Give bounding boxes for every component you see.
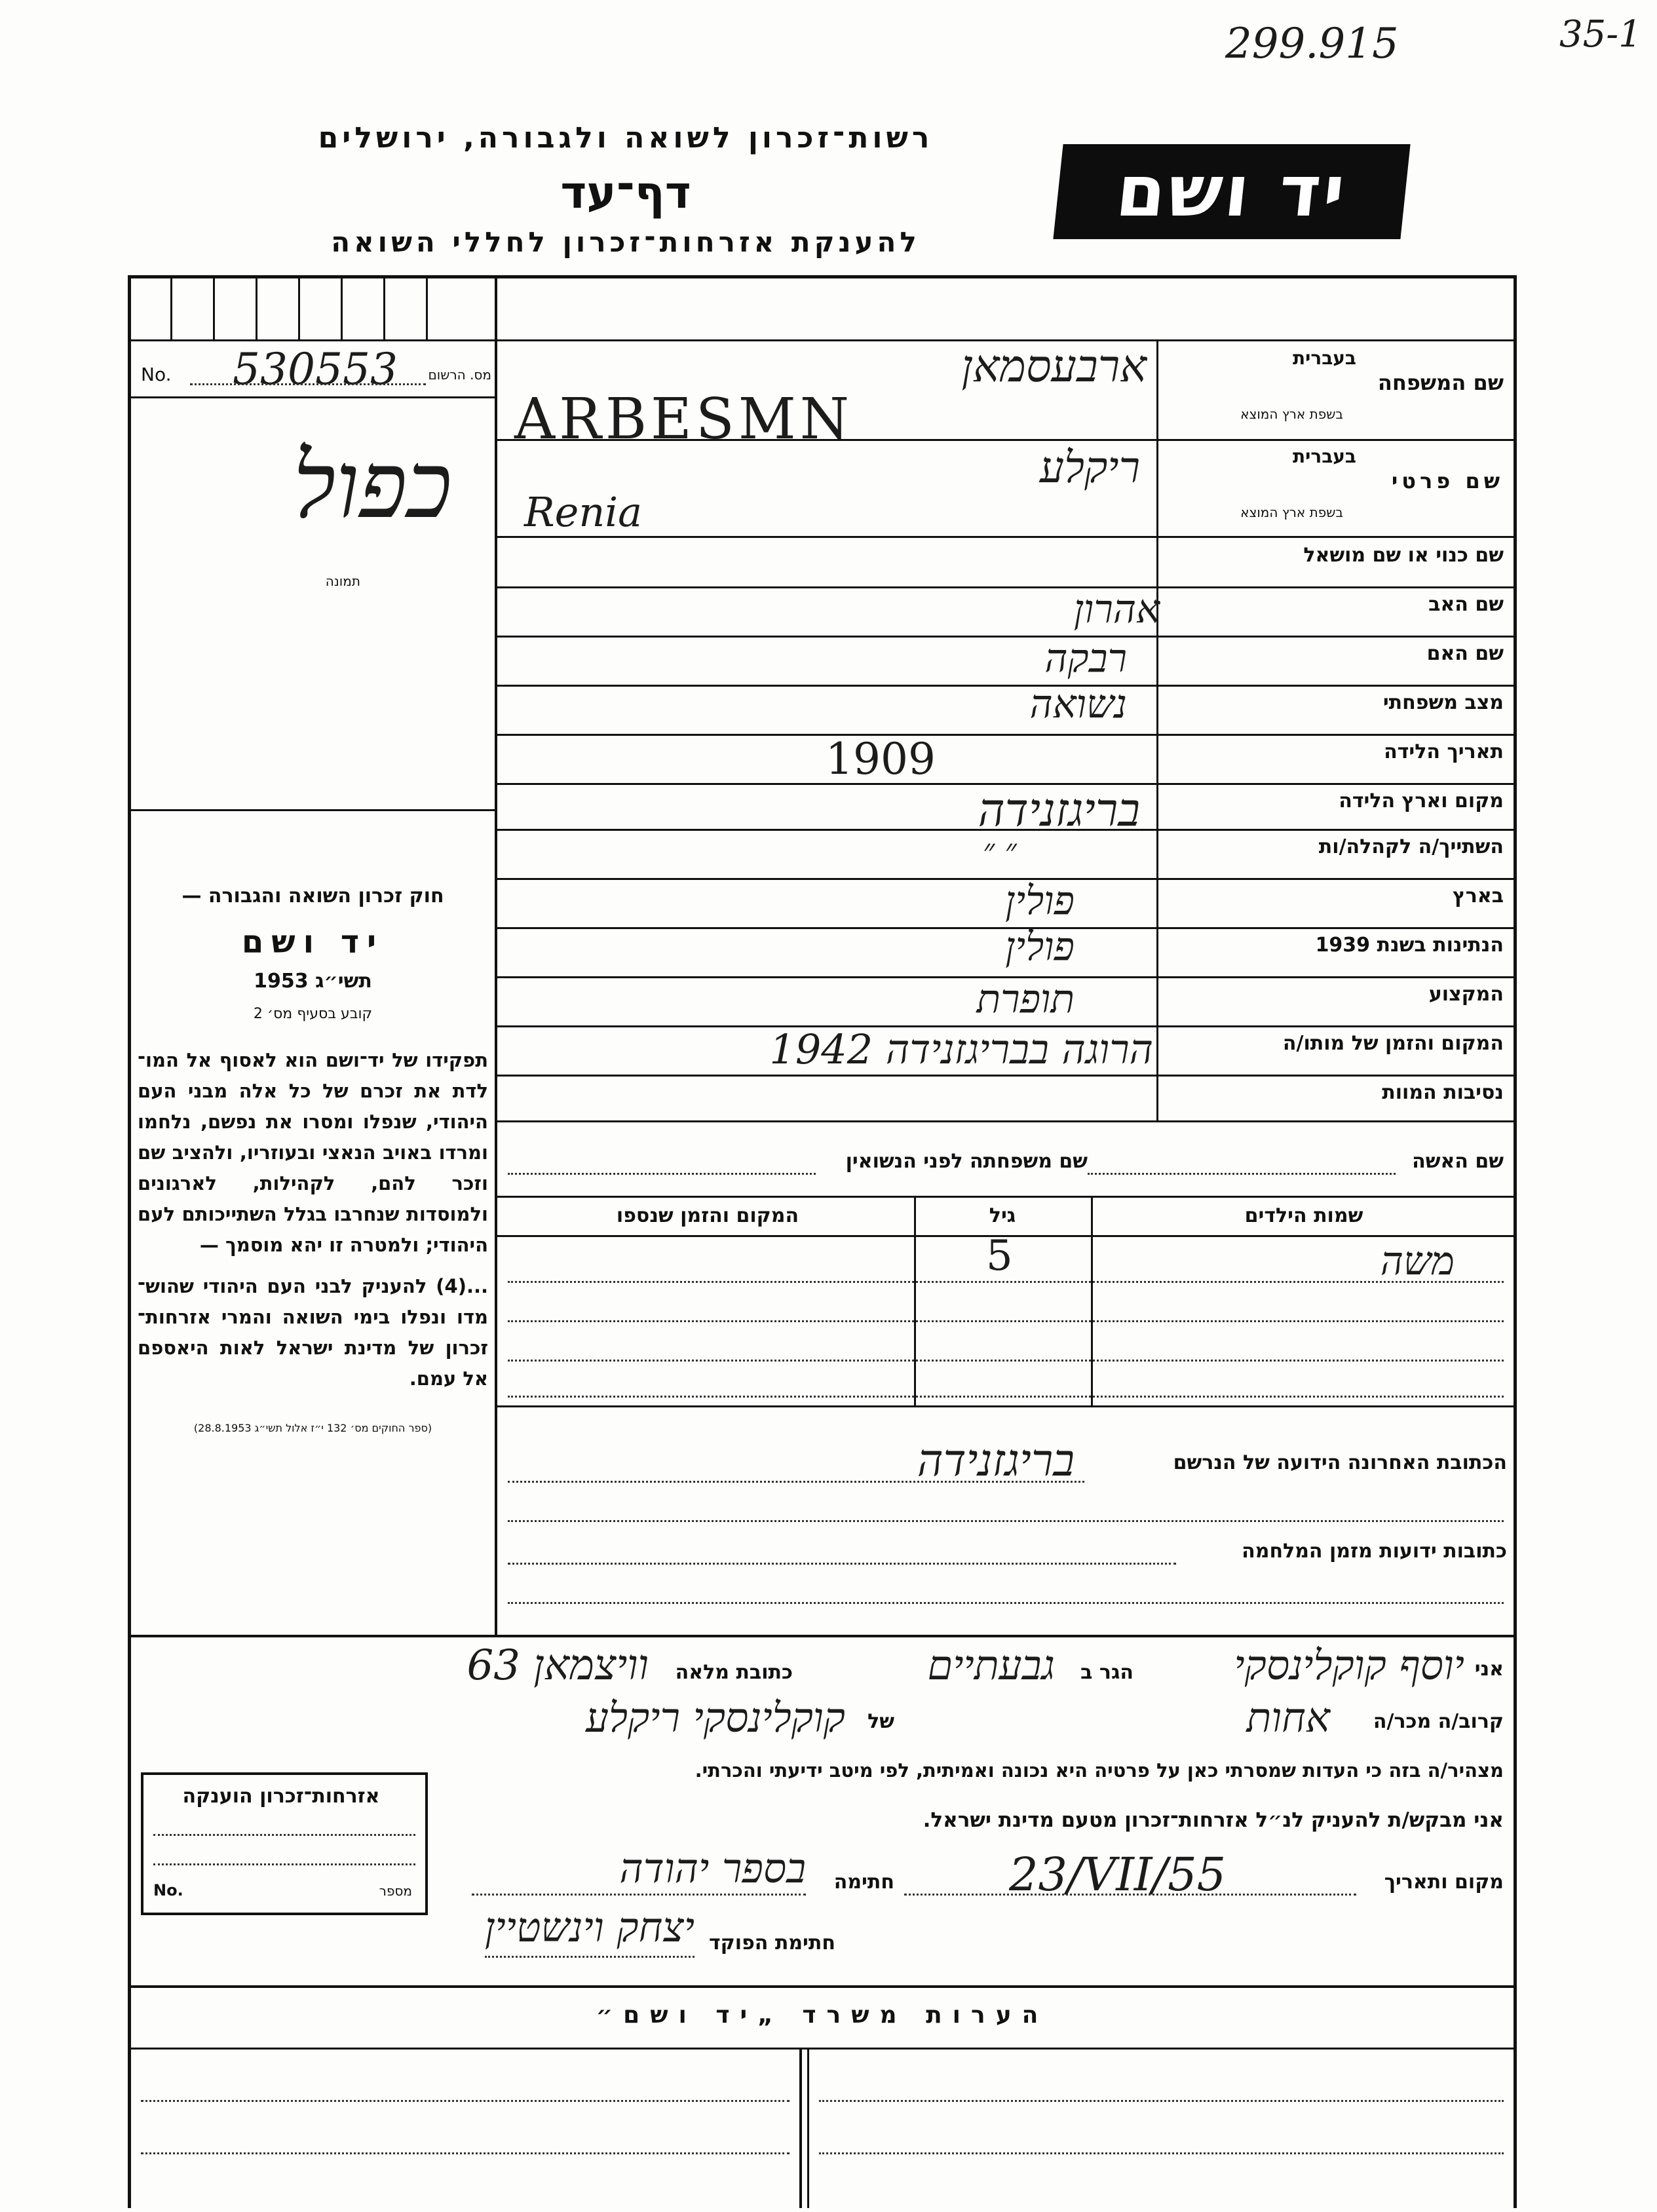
- children-place-header: המקום והזמן שנספו: [616, 1204, 799, 1227]
- nickname-label: שם כנוי או שם מושאל: [1303, 544, 1504, 567]
- country-value: פולין: [1005, 878, 1075, 924]
- marital-label: מצב משפחתי: [1382, 691, 1504, 714]
- relation-value: אחות: [1246, 1694, 1330, 1742]
- signature-label: חתימה: [833, 1871, 894, 1894]
- full-address-value: וויצמאן 63: [467, 1641, 649, 1690]
- frame-left: [128, 275, 131, 2208]
- surname-hebrew-value: ארבעסמאן: [961, 341, 1147, 392]
- firstname-hebrew-value: ריקלע: [1039, 442, 1140, 493]
- citizenship-granted-box: [141, 1772, 428, 1915]
- citizenship-1939-value: פולין: [1005, 924, 1075, 970]
- surname-hebrew-label: בעברית: [1292, 347, 1356, 369]
- death-place-label: המקום והזמן של מותו/ה: [1282, 1032, 1504, 1055]
- death-place-value: הרוגה בבריגזנידה 1942: [769, 1025, 1153, 1073]
- profession-label: המקצוע: [1428, 983, 1504, 1006]
- citizenship-1939-label: הנתינות בשנת 1939: [1315, 934, 1504, 957]
- firstname-local-label: בשפת ארץ המוצא: [1240, 505, 1343, 520]
- last-address-label: הכתובת האחרונה הידועה של הנרשם: [1173, 1451, 1507, 1474]
- last-address-value: בריגזנידה: [917, 1435, 1075, 1487]
- birthplace-label: מקום וארץ הלידה: [1339, 790, 1504, 812]
- birthdate-label: תאריך הלידה: [1384, 740, 1504, 763]
- surname-local-value: ARBESMN: [514, 387, 854, 452]
- mother-label: שם האם: [1426, 642, 1504, 665]
- citizenship-box-number-label: מספר: [379, 1883, 412, 1899]
- logo-text: יד ושם: [1112, 151, 1352, 233]
- form-subtitle: להענקת אזרחות־זכרון לחללי השואה: [331, 226, 921, 258]
- officer-signature-value: יצחק וינשטיין: [484, 1903, 695, 1951]
- declaration-statement: מצהיר/ה בזה כי העדות שמסרתי כאן על פרטיה היא נכונה ואמיתית, לפי מיטב ידיעתי והכרתי.: [695, 1759, 1504, 1782]
- marital-value: נשואה: [1029, 681, 1127, 727]
- left-column-divider: [495, 278, 497, 1635]
- label-column-divider: [1156, 339, 1158, 1122]
- registration-label: מס. הרשום: [428, 367, 491, 383]
- war-address-label: כתובות ידועות מזמן המלחמה: [1242, 1540, 1507, 1563]
- page-mark-handwritten: 35-1: [1559, 13, 1642, 56]
- relation-of-value: קוקלינסקי ריקלע: [585, 1694, 845, 1742]
- place-date-value: 23/VII/55: [1009, 1848, 1227, 1901]
- children-names-header: שמות הילדים: [1244, 1204, 1363, 1227]
- law-citation: (ספר החוקים מס׳ 132 י״ז אלול תשי״ג 28.8.1953): [193, 1422, 432, 1434]
- child-name: משה: [1380, 1238, 1455, 1284]
- birthplace-value: בריגזנידה: [978, 783, 1140, 837]
- photo-placeholder-handwritten: כפול: [292, 432, 452, 539]
- file-number-handwritten: 299.915: [1225, 20, 1399, 68]
- law-name: יד ושם: [241, 924, 385, 961]
- place-date-label: מקום ותאריך: [1384, 1871, 1504, 1894]
- code-boxes: [131, 278, 498, 341]
- firstname-hebrew-label: בעברית: [1292, 446, 1356, 467]
- officer-signature-label: חתימת הפוקד: [709, 1932, 835, 1955]
- frame-right: [1514, 275, 1517, 2208]
- citizenship-box-no-label: No.: [153, 1881, 183, 1899]
- full-address-label: כתובת מלאה: [675, 1661, 793, 1684]
- community-value: ״ ״: [983, 832, 1017, 869]
- father-label: שם האב: [1428, 593, 1504, 616]
- mother-value: רבקה: [1044, 636, 1127, 681]
- father-value: אהרון: [1073, 586, 1160, 632]
- child-age: 5: [986, 1232, 1013, 1280]
- photo-label: תמונה: [325, 573, 360, 589]
- law-clause: קובע בסעיף מס׳ 2: [253, 1006, 373, 1022]
- profession-value: תופרת: [976, 976, 1075, 1022]
- authority-name: רשות־זכרון לשואה ולגבורה, ירושלים: [318, 121, 934, 155]
- law-paragraph-2: ...(4) להעניק לבני העם היהודי שהוש־ מדו ונפלו בימי השואה והמרי אזרחות־ זכרון של מדינת ישראל לאות היאספם אל עמם.: [138, 1275, 488, 1390]
- country-label: בארץ: [1452, 885, 1504, 907]
- declaration-request: אני מבקש/ת להעניק לנ״ל אזרחות־זכרון מטעם מדינת ישראל.: [923, 1808, 1504, 1832]
- declarant-i-label: אני: [1474, 1658, 1504, 1681]
- law-paragraph-1: תפקידו של יד־ושם הוא לאסוף אל המו־ לדת את זכרם של כל אלה מבני העם היהודי, שנפלו ומסרו את נפשם, נלחמו ומרדו באויב הנאצי ובעוזריו, ולהציב שם וזכר להם, לקהילות, לארגונים ולמוסדות שנחרבו בגלל השתייכותם לעם היהודי; ולמטרה זו יהא מוסמך —: [138, 1049, 488, 1256]
- declarant-name: יוסף קוקלינסקי: [1234, 1641, 1464, 1689]
- surname-label: שם המשפחה: [1377, 370, 1504, 395]
- surname-local-label: בשפת ארץ המוצא: [1240, 406, 1343, 422]
- community-label: השתייך/ה לקהלה/ות: [1318, 835, 1504, 858]
- signature-value: בספר יהודה: [619, 1844, 806, 1892]
- law-title: חוק זכרון השואה והגבורה —: [181, 885, 444, 907]
- birthdate-value: 1909: [826, 734, 936, 784]
- resident-value: גבעתיים: [927, 1641, 1055, 1689]
- law-year: תשי״ג 1953: [254, 970, 372, 993]
- death-circumstances-label: נסיבות המוות: [1382, 1081, 1504, 1104]
- top-strip-divider: [131, 339, 1514, 341]
- yad-vashem-logo: [1053, 144, 1410, 239]
- children-age-header: גיל: [989, 1204, 1016, 1227]
- citizenship-box-title: אזרחות־זכרון הוענקה: [182, 1785, 380, 1808]
- maiden-name-label: שם משפחתה לפני הנשואין: [845, 1150, 1088, 1173]
- registration-number: 530553: [233, 344, 398, 394]
- wife-label: שם האשה: [1412, 1150, 1504, 1173]
- relative-label: קרוב/ה מכר/ה: [1373, 1710, 1504, 1733]
- of-label: של: [867, 1710, 894, 1733]
- no-label: No.: [141, 364, 172, 385]
- firstname-local-value: Renia: [524, 488, 643, 536]
- resident-label: הגר ב: [1080, 1661, 1133, 1684]
- office-notes-title: הערות משרד „יד ושם״: [596, 2002, 1049, 2029]
- firstname-label: שם פרטי: [1391, 468, 1504, 493]
- form-title: דף־עד: [560, 167, 691, 219]
